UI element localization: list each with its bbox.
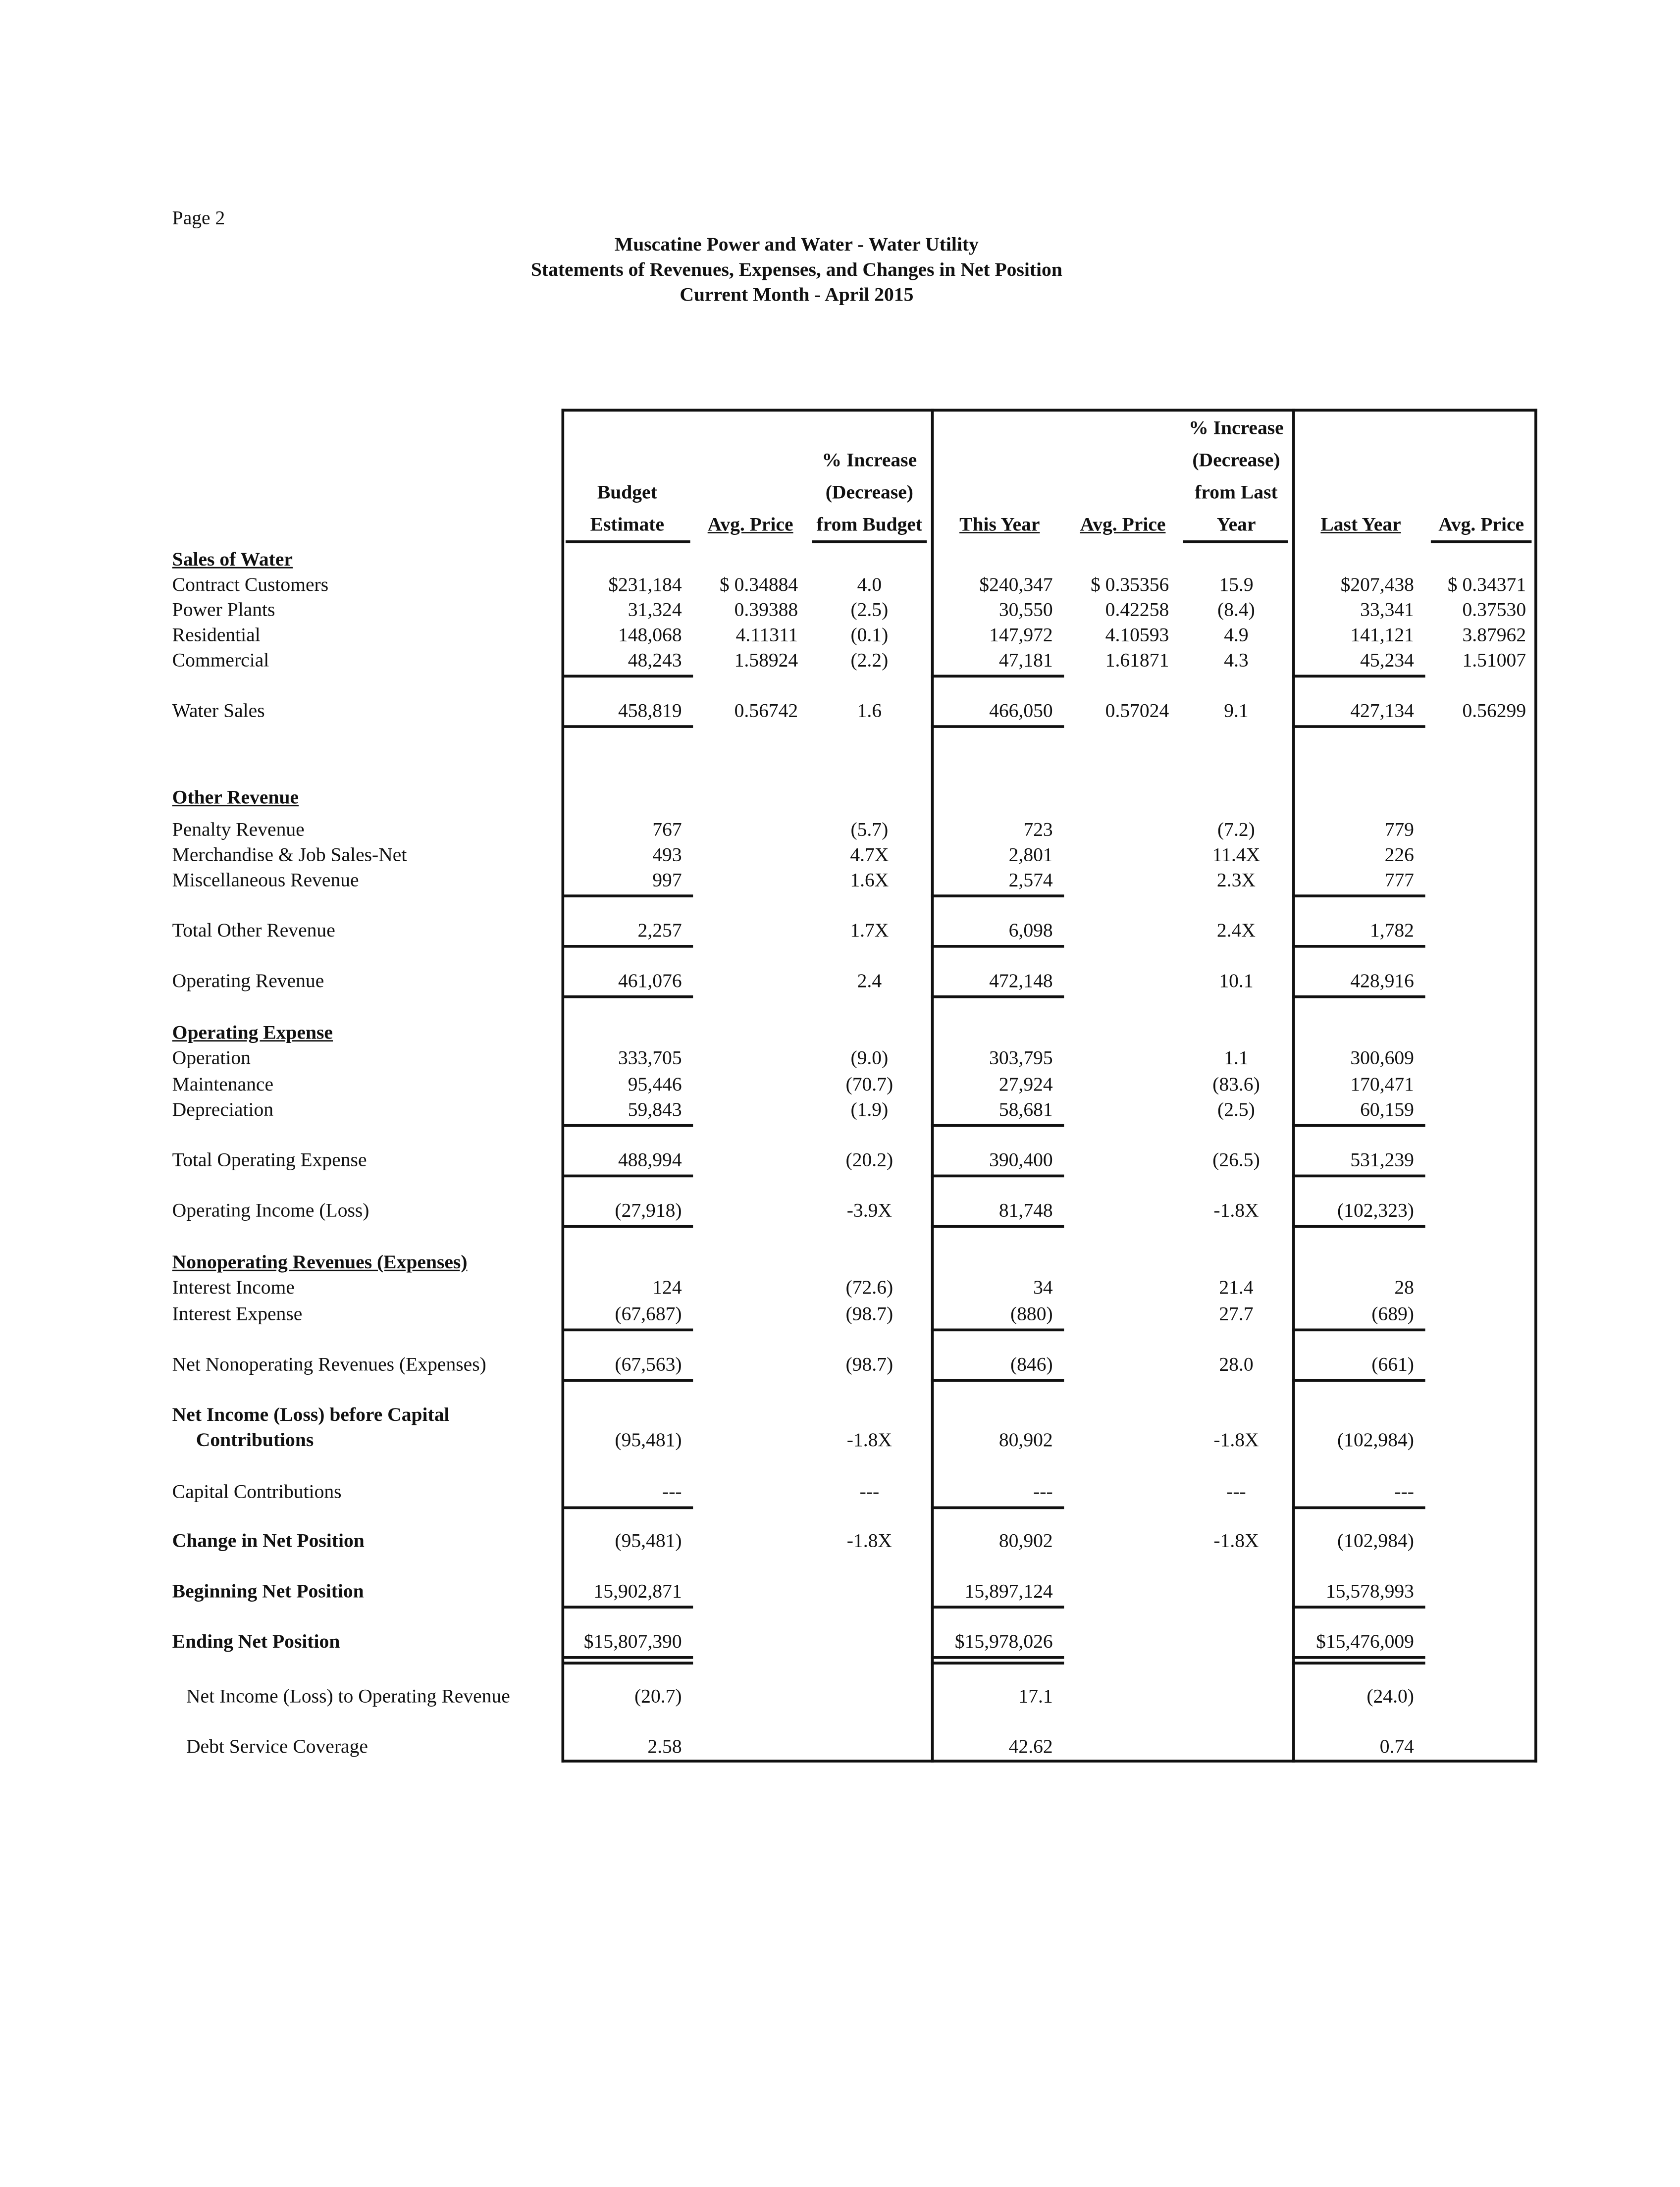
table-cell: 226 (1384, 845, 1414, 867)
table-cell: -1.8X (1213, 1430, 1259, 1452)
table-cell: 428,916 (1350, 971, 1414, 993)
table-cell: 59,843 (628, 1100, 682, 1122)
column-header-line: Avg. Price (1080, 515, 1166, 536)
table-cell: 779 (1384, 820, 1414, 841)
column-header-line: Avg. Price (1438, 515, 1524, 536)
table-cell: 27.7 (1219, 1304, 1254, 1326)
table-cell: 427,134 (1350, 701, 1414, 723)
table-cell: $207,438 (1340, 575, 1414, 597)
table-cell: 723 (1023, 820, 1053, 841)
table-cell: (98.7) (845, 1304, 893, 1326)
table-cell: (8.4) (1217, 600, 1255, 622)
table-cell: $240,347 (979, 575, 1053, 597)
table-cell: (102,323) (1337, 1201, 1414, 1222)
table-cell: 1.51007 (1462, 651, 1526, 672)
table-cell: 767 (652, 820, 682, 841)
total-underline (562, 1124, 693, 1127)
table-cell: 2,574 (1008, 871, 1053, 892)
table-cell: 472,148 (989, 971, 1053, 993)
report-period: Current Month - April 2015 (680, 285, 914, 307)
table-cell: 60,159 (1360, 1100, 1414, 1122)
table-cell: (7.2) (1217, 820, 1255, 841)
total-underline (1292, 1606, 1425, 1609)
table-cell: 47,181 (998, 651, 1053, 672)
table-cell: 15,902,871 (593, 1582, 682, 1603)
column-header-line: Last Year (1320, 515, 1401, 536)
table-cell: 33,341 (1360, 600, 1414, 622)
total-underline (1292, 1379, 1425, 1382)
table-cell: 0.37530 (1462, 600, 1526, 622)
report-title: Muscatine Power and Water - Water Utility (614, 235, 979, 257)
row-label: Operating Revenue (172, 971, 324, 993)
total-underline (562, 995, 693, 998)
table-cell: 777 (1384, 871, 1414, 892)
row-label: Net Income (Loss) before Capital (172, 1406, 450, 1427)
table-cell: 2.4X (1216, 921, 1256, 942)
column-header-line: from Last (1195, 483, 1278, 504)
table-cell: (1.9) (850, 1100, 889, 1122)
total-underline (1292, 894, 1425, 897)
total-underline (931, 894, 1064, 897)
total-underline (931, 1379, 1064, 1382)
table-bottom-border (562, 1760, 1537, 1763)
total-underline (1292, 945, 1425, 948)
table-cell: 2,801 (1008, 845, 1053, 867)
column-header-line: Avg. Price (707, 515, 793, 536)
table-cell: (67,563) (615, 1355, 682, 1376)
row-label-continued: Contributions (196, 1430, 314, 1452)
table-cell: 2.4 (857, 971, 882, 993)
page-label: Page 2 (172, 208, 225, 230)
total-underline (562, 1379, 693, 1382)
table-cell: $15,476,009 (1316, 1632, 1414, 1654)
table-cell: 458,819 (618, 701, 682, 723)
column-header-line: % Increase (822, 451, 917, 472)
table-cell: 0.57024 (1105, 701, 1169, 723)
table-cell: 17.1 (1018, 1687, 1053, 1708)
row-label: Merchandise & Job Sales-Net (172, 845, 407, 867)
header-underline (566, 540, 690, 543)
table-cell: (2.5) (1217, 1100, 1255, 1122)
total-underline (931, 1606, 1064, 1609)
column-header-line: (Decrease) (825, 483, 913, 504)
total-underline (562, 1225, 693, 1228)
total-underline (562, 725, 693, 728)
row-label: Interest Expense (172, 1304, 303, 1326)
table-cell: 21.4 (1219, 1278, 1254, 1300)
row-label: Total Other Revenue (172, 921, 335, 942)
row-label: Nonoperating Revenues (Expenses) (172, 1252, 468, 1274)
table-cell: (27,918) (615, 1201, 682, 1222)
table-top-border (562, 409, 1537, 412)
total-underline (1292, 1507, 1425, 1510)
table-cell: 0.74 (1379, 1737, 1414, 1759)
row-label: Debt Service Coverage (186, 1737, 368, 1759)
table-cell: 300,609 (1350, 1048, 1414, 1070)
row-label: Residential (172, 625, 261, 647)
table-cell: (70.7) (845, 1075, 893, 1096)
total-underline (931, 1175, 1064, 1178)
table-cell: 4.0 (857, 575, 882, 597)
table-cell: 42.62 (1008, 1737, 1053, 1759)
table-cell: 28 (1394, 1278, 1414, 1300)
table-cell: --- (1394, 1482, 1414, 1504)
table-cell: (102,984) (1337, 1430, 1414, 1452)
total-underline (562, 1507, 693, 1510)
column-header-line: % Increase (1189, 418, 1284, 440)
table-cell: 30,550 (998, 600, 1053, 622)
table-cell: -1.8X (1213, 1531, 1259, 1553)
table-cell: 4.3 (1224, 651, 1249, 672)
total-underline (1292, 1656, 1425, 1659)
total-underline (562, 675, 693, 677)
column-header-line: This Year (959, 515, 1040, 536)
table-cell: 58,681 (998, 1100, 1053, 1122)
table-cell: 95,446 (628, 1075, 682, 1096)
column-header-line: (Decrease) (1192, 451, 1280, 472)
table-cell: -1.8X (1213, 1201, 1259, 1222)
table-cell: 1,782 (1369, 921, 1414, 942)
row-label: Beginning Net Position (172, 1582, 364, 1603)
table-cell: 390,400 (989, 1150, 1053, 1172)
table-cell: 4.7X (850, 845, 889, 867)
table-cell: (26.5) (1212, 1150, 1260, 1172)
row-label: Total Operating Expense (172, 1150, 367, 1172)
table-cell: 148,068 (618, 625, 682, 647)
table-cell: 303,795 (989, 1048, 1053, 1070)
total-underline (931, 675, 1064, 677)
table-cell: -3.9X (846, 1201, 892, 1222)
total-underline (931, 1507, 1064, 1510)
table-cell: 1.6 (857, 701, 882, 723)
table-cell: (0.1) (850, 625, 889, 647)
row-label: Net Nonoperating Revenues (Expenses) (172, 1355, 486, 1376)
table-cell: 15,578,993 (1325, 1582, 1414, 1603)
table-cell: 488,994 (618, 1150, 682, 1172)
total-underline (562, 945, 693, 948)
table-cell: 10.1 (1219, 971, 1254, 993)
row-label: Operating Income (Loss) (172, 1201, 369, 1222)
total-underline (1292, 1124, 1425, 1127)
column-header-line: Year (1216, 515, 1256, 536)
row-label: Sales of Water (172, 550, 293, 572)
double-underline (1292, 1662, 1425, 1665)
table-cell: 466,050 (989, 701, 1053, 723)
table-cell: (83.6) (1212, 1075, 1260, 1096)
double-underline (931, 1662, 1064, 1665)
row-label: Commercial (172, 651, 269, 672)
total-underline (562, 1175, 693, 1178)
row-label: Capital Contributions (172, 1482, 342, 1504)
table-cell: 1.7X (850, 921, 889, 942)
table-cell: 34 (1033, 1278, 1053, 1300)
table-cell: $ 0.34884 (719, 575, 798, 597)
table-cell: (95,481) (615, 1531, 682, 1553)
table-cell: 2.3X (1216, 871, 1256, 892)
row-label: Operation (172, 1048, 251, 1070)
row-label: Power Plants (172, 600, 275, 622)
table-cell: (9.0) (850, 1048, 889, 1070)
total-underline (1292, 675, 1425, 677)
row-label: Ending Net Position (172, 1632, 340, 1654)
total-underline (931, 1329, 1064, 1332)
table-cell: 531,239 (1350, 1150, 1414, 1172)
table-cell: --- (1033, 1482, 1053, 1504)
table-cell: (689) (1371, 1304, 1414, 1326)
total-underline (562, 1329, 693, 1332)
table-cell: 1.58924 (734, 651, 798, 672)
table-cell: 80,902 (998, 1531, 1053, 1553)
table-cell: (72.6) (845, 1278, 893, 1300)
table-cell: (846) (1010, 1355, 1053, 1376)
total-underline (931, 725, 1064, 728)
table-cell: (2.2) (850, 651, 889, 672)
header-underline (1431, 540, 1532, 543)
table-cell: --- (662, 1482, 682, 1504)
table-cell: 31,324 (628, 600, 682, 622)
table-cell: 2,257 (637, 921, 682, 942)
total-underline (562, 1656, 693, 1659)
table-cell: $ 0.35356 (1090, 575, 1169, 597)
column-header-line: from Budget (816, 515, 923, 536)
table-cell: -1.8X (846, 1531, 892, 1553)
double-underline (562, 1662, 693, 1665)
table-cell: 1.6X (850, 871, 889, 892)
table-cell: 48,243 (628, 651, 682, 672)
total-underline (931, 1656, 1064, 1659)
total-underline (1292, 1175, 1425, 1178)
table-cell: (67,687) (615, 1304, 682, 1326)
table-cell: 0.39388 (734, 600, 798, 622)
total-underline (931, 995, 1064, 998)
total-underline (1292, 1225, 1425, 1228)
table-cell: 3.87962 (1462, 625, 1526, 647)
table-cell: (5.7) (850, 820, 889, 841)
table-cell: (880) (1010, 1304, 1053, 1326)
total-underline (931, 1225, 1064, 1228)
table-cell: (95,481) (615, 1430, 682, 1452)
table-cell: (102,984) (1337, 1531, 1414, 1553)
row-label: Contract Customers (172, 575, 329, 597)
total-underline (1292, 725, 1425, 728)
table-cell: 997 (652, 871, 682, 892)
row-label: Miscellaneous Revenue (172, 871, 359, 892)
table-cell: 333,705 (618, 1048, 682, 1070)
table-cell: $15,807,390 (583, 1632, 682, 1654)
table-cell: 4.9 (1224, 625, 1249, 647)
table-cell: 9.1 (1224, 701, 1249, 723)
table-cell: 2.58 (647, 1737, 682, 1759)
table-cell: --- (1226, 1482, 1246, 1504)
table-cell: 6,098 (1008, 921, 1053, 942)
total-underline (931, 945, 1064, 948)
report-subtitle: Statements of Revenues, Expenses, and Changes in Net Position (530, 260, 1062, 282)
table-cell: (20.2) (845, 1150, 893, 1172)
table-cell: (98.7) (845, 1355, 893, 1376)
table-cell: 11.4X (1212, 845, 1260, 867)
table-cell: (661) (1371, 1355, 1414, 1376)
table-cell: 461,076 (618, 971, 682, 993)
table-cell: (20.7) (634, 1687, 682, 1708)
header-underline (812, 540, 927, 543)
column-header-line: Estimate (590, 515, 665, 536)
table-cell: $ 0.34371 (1447, 575, 1526, 597)
total-underline (1292, 995, 1425, 998)
table-cell: 141,121 (1350, 625, 1414, 647)
row-label: Change in Net Position (172, 1531, 365, 1553)
table-cell: 0.56742 (734, 701, 798, 723)
row-label: Other Revenue (172, 788, 299, 809)
table-cell: -1.8X (846, 1430, 892, 1452)
table-cell: 0.42258 (1105, 600, 1169, 622)
table-cell: $231,184 (608, 575, 682, 597)
table-cell: 45,234 (1360, 651, 1414, 672)
table-cell: 493 (652, 845, 682, 867)
table-cell: 4.10593 (1105, 625, 1169, 647)
table-cell: --- (859, 1482, 880, 1504)
total-underline (1292, 1329, 1425, 1332)
table-cell: 1.61871 (1105, 651, 1169, 672)
table-cell: 15.9 (1219, 575, 1254, 597)
header-underline (1183, 540, 1288, 543)
row-label: Depreciation (172, 1100, 274, 1122)
table-cell: 124 (652, 1278, 682, 1300)
row-label: Interest Income (172, 1278, 295, 1300)
table-cell: 81,748 (998, 1201, 1053, 1222)
total-underline (562, 894, 693, 897)
row-label: Operating Expense (172, 1023, 333, 1044)
row-label: Water Sales (172, 701, 265, 723)
table-cell: 15,897,124 (964, 1582, 1053, 1603)
row-label: Maintenance (172, 1075, 274, 1096)
total-underline (562, 1606, 693, 1609)
table-cell: 0.56299 (1462, 701, 1526, 723)
column-divider (1534, 409, 1537, 1762)
table-cell: 27,924 (998, 1075, 1053, 1096)
table-cell: 4.11311 (735, 625, 798, 647)
table-cell: 1.1 (1224, 1048, 1249, 1070)
row-label: Penalty Revenue (172, 820, 305, 841)
total-underline (931, 1124, 1064, 1127)
column-header-line: Budget (597, 483, 657, 504)
table-cell: 170,471 (1350, 1075, 1414, 1096)
table-cell: 147,972 (989, 625, 1053, 647)
row-label: Net Income (Loss) to Operating Revenue (186, 1687, 510, 1708)
table-cell: $15,978,026 (954, 1632, 1053, 1654)
table-cell: 80,902 (998, 1430, 1053, 1452)
table-cell: (2.5) (850, 600, 889, 622)
table-cell: 28.0 (1219, 1355, 1254, 1376)
table-cell: (24.0) (1366, 1687, 1414, 1708)
